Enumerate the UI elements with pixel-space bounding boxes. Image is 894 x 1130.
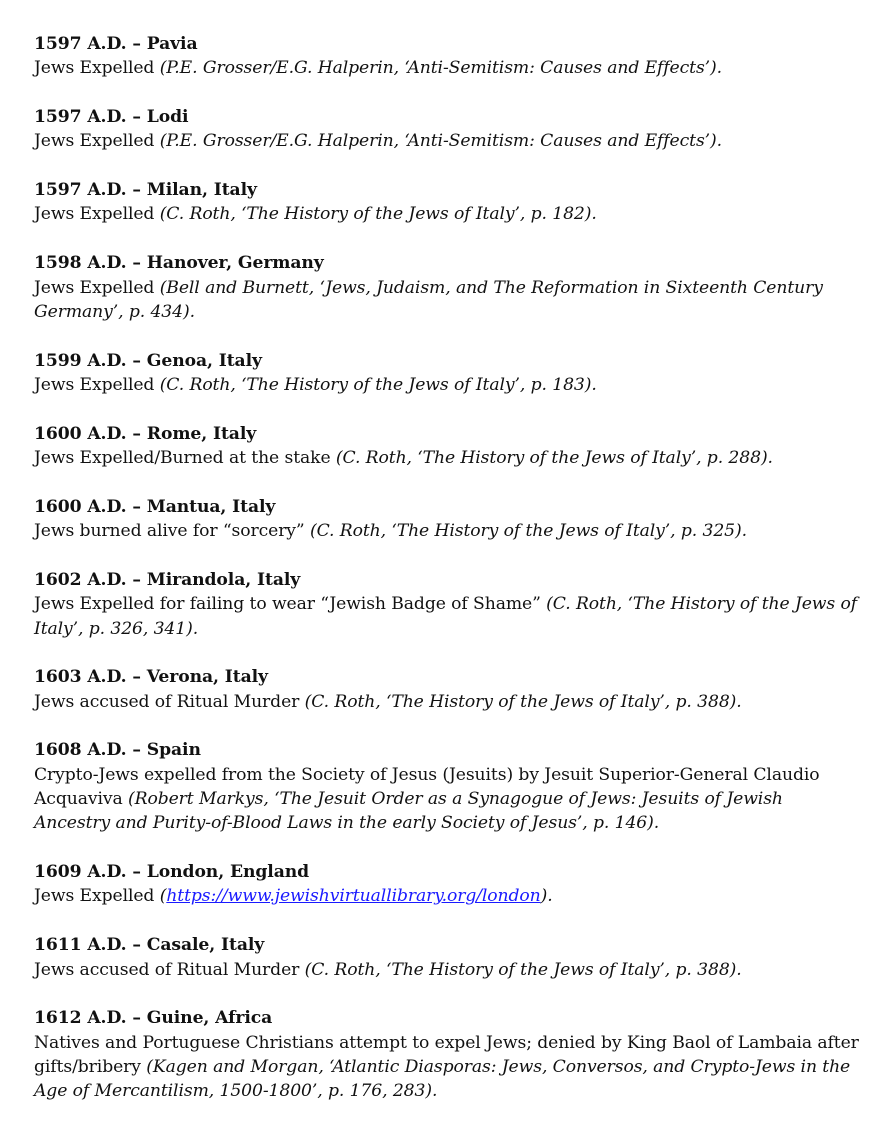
entry-citation: (C. Roth, ‘The History of the Jews of Italy’, p. 325). (309, 521, 747, 542)
entry-heading: 1597 A.D. – Lodi (34, 107, 189, 128)
link-close-paren: ). (540, 886, 553, 907)
entry-heading: 1608 A.D. – Spain (34, 740, 201, 761)
entry-heading: 1597 A.D. – Milan, Italy (34, 180, 257, 201)
entry-heading: 1612 A.D. – Guine, Africa (34, 1008, 273, 1029)
entry-heading: 1600 A.D. – Mantua, Italy (34, 496, 276, 517)
entry-heading: 1599 A.D. – Genoa, Italy (34, 350, 262, 371)
entry-heading: 1609 A.D. – London, England (34, 862, 310, 883)
entry-text: Jews Expelled (34, 277, 160, 298)
entry-body (34, 373, 864, 397)
entry-body (34, 56, 864, 80)
entry-text: Jews burned alive for “sorcery” (34, 521, 310, 542)
entry-citation: (P.E. Grosser/E.G. Halperin, ‘Anti-Semitism: Causes and Effects’). (159, 131, 723, 152)
entry-1600-mantua (34, 495, 864, 544)
source-link[interactable]: https://www.jewishvirtuallibrary.org/london (166, 886, 541, 907)
entry-body (34, 958, 864, 982)
entry-1600-rome (34, 422, 864, 471)
entry-citation: (Robert Markys, ‘The Jesuit Order as a Synagogue of Jews: Jesuits of Jewish Ancestry and Purity-of-Blood Laws in the early Society of Jesus’, p. 146). (34, 789, 783, 834)
entry-body (34, 446, 864, 470)
entry-citation: (C. Roth, ‘The History of the Jews of Italy’, p. 182). (159, 204, 597, 225)
entry-citation: (C. Roth, ‘The History of the Jews of Italy’, p. 183). (159, 374, 597, 395)
entry-body (34, 276, 864, 325)
entry-citation: (Kagen and Morgan, ‘Atlantic Diasporas: Jews, Conversos, and Crypto-Jews in the Age of Mercantilism, 1500-1800’, p. 176, 283). (34, 1056, 851, 1102)
entry-text: Jews Expelled (34, 204, 160, 225)
entry-body (34, 690, 864, 714)
entry-1611-casale (34, 933, 864, 982)
entry-1609-london (34, 860, 864, 909)
entry-1602-mirandola (34, 568, 864, 641)
entry-body (34, 763, 864, 836)
entry-citation: (C. Roth, ‘The History of the Jews of Italy’, p. 388). (304, 691, 742, 712)
entry-1597-milan (34, 178, 864, 227)
entry-text: Crypto-Jews expelled from the Society of Jesus (Jesuits) by Jesuit Superior-General Claudio Acquaviva (34, 764, 820, 810)
entry-citation: (C. Roth, ‘The History of the Jews of Italy’, p. 288). (335, 448, 773, 469)
entry-1603-verona (34, 665, 864, 714)
entry-text: Jews Expelled (34, 58, 160, 79)
entry-1598-hanover (34, 251, 864, 324)
entry-body (34, 129, 864, 153)
entry-heading: 1598 A.D. – Hanover, Germany (34, 253, 324, 274)
entry-citation: (P.E. Grosser/E.G. Halperin, ‘Anti-Semitism: Causes and Effects’). (159, 58, 723, 79)
entry-1599-genoa (34, 349, 864, 398)
entry-text: Jews Expelled for failing to wear “Jewish Badge of Shame” (34, 594, 547, 615)
entry-body (34, 1031, 864, 1104)
entry-1612-guine (34, 1006, 864, 1103)
entry-1597-pavia (34, 32, 864, 81)
entry-heading: 1611 A.D. – Casale, Italy (34, 935, 265, 956)
entry-text: Jews Expelled/Burned at the stake (34, 448, 336, 469)
entry-citation: (C. Roth, ‘The History of the Jews of Italy’, p. 326, 341). (34, 594, 857, 639)
entry-heading: 1597 A.D. – Pavia (34, 34, 198, 54)
entry-1608-spain (34, 738, 864, 835)
document-page (34, 32, 864, 1128)
entry-citation: (C. Roth, ‘The History of the Jews of Italy’, p. 388). (304, 959, 742, 980)
link-open-paren: ( (159, 886, 167, 907)
entry-text: Jews Expelled (34, 374, 160, 395)
entry-body (34, 592, 864, 641)
entry-heading: 1602 A.D. – Mirandola, Italy (34, 569, 301, 590)
entry-text: Jews accused of Ritual Murder (34, 959, 305, 980)
entry-1597-lodi (34, 105, 864, 154)
entry-heading: 1603 A.D. – Verona, Italy (34, 667, 268, 688)
entry-body (34, 884, 864, 908)
entry-text: Jews accused of Ritual Murder (34, 691, 305, 712)
entry-text: Jews Expelled (34, 886, 160, 907)
entry-text: Jews Expelled (34, 131, 160, 152)
entry-body (34, 519, 864, 543)
entry-citation: (Bell and Burnett, ‘Jews, Judaism, and The Reformation in Sixteenth Century Germany’, p. 434). (34, 277, 823, 322)
entry-heading: 1600 A.D. – Rome, Italy (34, 423, 257, 444)
entry-body (34, 202, 864, 226)
entry-text: Natives and Portuguese Christians attempt to expel Jews; denied by King Baol of Lambaia after gifts/bribery (34, 1032, 859, 1077)
